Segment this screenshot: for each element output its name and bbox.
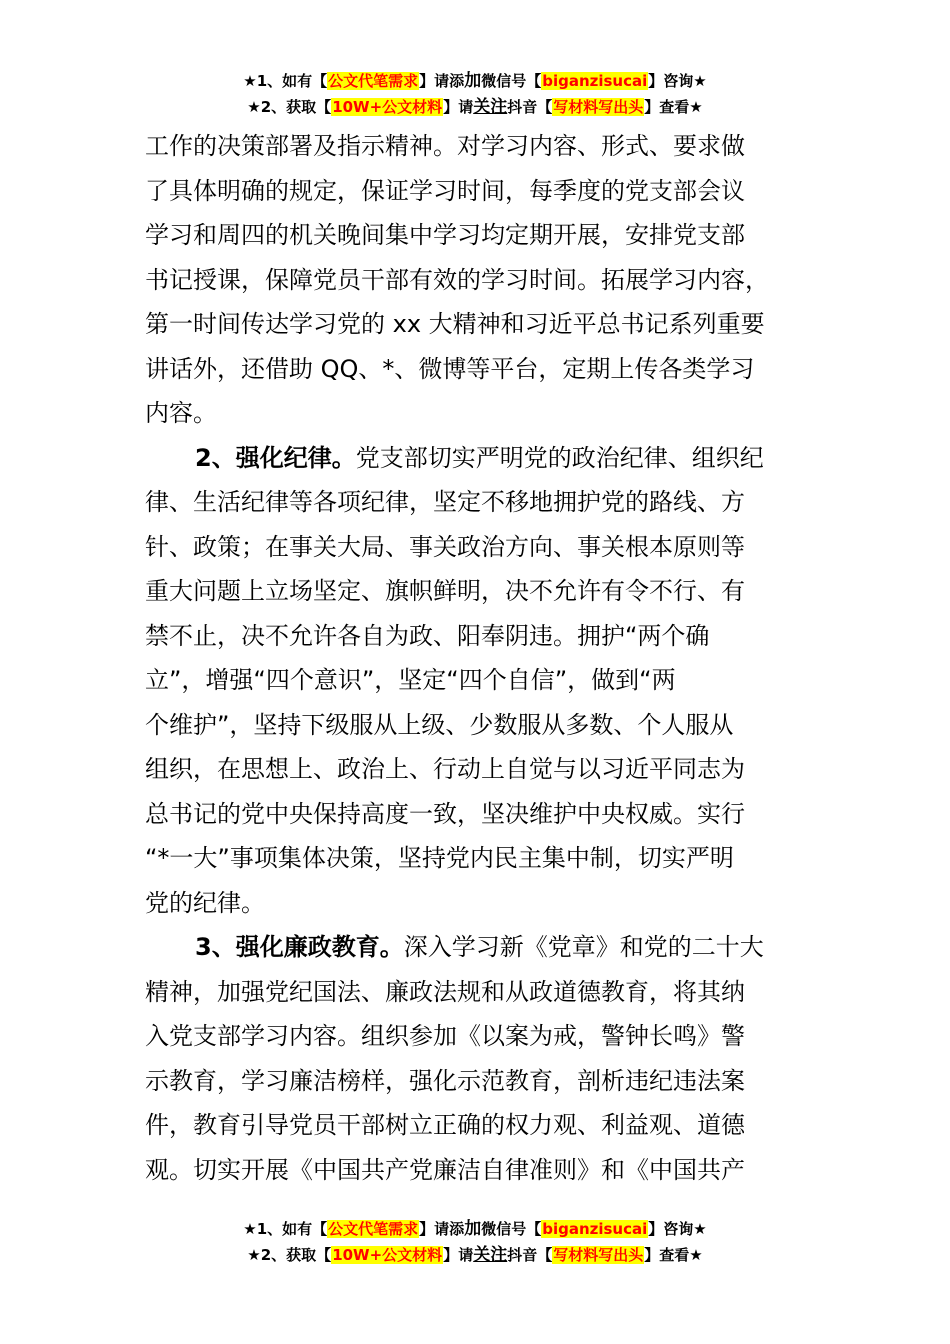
text-line xyxy=(145,614,810,659)
banner-line-2 xyxy=(0,1242,950,1268)
line-text: 学习和周四的机关晚间集中学习均定期开展，安排党支部 xyxy=(145,221,745,249)
banner-text: 抖音【 xyxy=(507,1246,553,1264)
banner-text: ★2、获取【 xyxy=(247,98,332,116)
banner-text: ★1、如有【 xyxy=(243,72,328,90)
banner-text: 】请 xyxy=(443,1246,474,1264)
line-text: 总书记的党中央保持高度一致，坚决维护中央权威。实行 xyxy=(145,799,745,828)
banner-line-2 xyxy=(0,94,950,120)
text-line xyxy=(145,658,810,703)
line-text: 立”，增强“四个意识”，坚定“四个自信”，做到“两 xyxy=(145,666,676,694)
section-heading: 2、强化纪律。 xyxy=(195,443,356,472)
text-line xyxy=(145,1014,810,1059)
line-text: 精神，加强党纪国法、廉政法规和从政道德教育，将其纳 xyxy=(145,977,745,1006)
line-text: 书记授课，保障党员干部有效的学习时间。拓展学习内容， xyxy=(145,265,769,294)
text-line xyxy=(145,792,810,837)
banner-text: 】查看★ xyxy=(644,98,703,116)
banner-text: 抖音【 xyxy=(507,98,553,116)
banner-text: 关注 xyxy=(473,1245,508,1265)
line-text: 内容。 xyxy=(145,399,217,427)
banner-text: 】请添 xyxy=(419,72,465,90)
banner-text: 微信号【 xyxy=(481,1220,542,1238)
line-text: 件，教育引导党员干部树立正确的权力观、利益观、道德 xyxy=(145,1111,745,1139)
banner-text: 加 xyxy=(464,1219,482,1239)
text-line xyxy=(145,347,810,392)
banner-text: 】咨询★ xyxy=(648,72,707,90)
text-line xyxy=(145,258,810,303)
highlight-wechat-id: biganzisucai xyxy=(542,72,648,90)
banner-text: ★1、如有【 xyxy=(243,1220,328,1238)
text-line xyxy=(145,747,810,792)
text-line xyxy=(145,391,810,436)
line-text: 第一时间传达学习党的 xx 大精神和习近平总书记系列重要 xyxy=(145,310,765,338)
line-text: “*一大”事项集体决策，坚持党内民主集中制，切实严明 xyxy=(145,844,734,872)
text-line xyxy=(145,525,810,570)
highlight-materials: 10W+公文材料 xyxy=(332,1246,443,1264)
highlight-douyin: 写材料写出头 xyxy=(553,1246,644,1264)
line-text: 入党支部学习内容。组织参加《以案为戒，警钟长鸣》警 xyxy=(145,1022,745,1050)
text-line xyxy=(145,970,810,1015)
line-text: 党的纪律。 xyxy=(145,888,265,917)
text-line xyxy=(145,213,810,258)
line-text: 党支部切实严明党的政治纪律、组织纪 xyxy=(355,443,764,472)
line-text: 禁不止，决不允许各自为政、阳奉阴违。拥护“两个确 xyxy=(145,621,710,650)
banner-text: 微信号【 xyxy=(481,72,542,90)
text-line xyxy=(145,1059,810,1104)
text-line xyxy=(145,302,810,347)
banner-text: 加 xyxy=(464,71,482,91)
line-text: 重大问题上立场坚定、旗帜鲜明，决不允许有令不行、有 xyxy=(145,577,745,605)
text-line xyxy=(145,569,810,614)
banner-text: 】请 xyxy=(443,98,474,116)
text-line xyxy=(145,1148,810,1193)
text-line xyxy=(145,925,810,970)
banner-text: 】咨询★ xyxy=(648,1220,707,1238)
text-line xyxy=(145,881,810,926)
line-text: 观。切实开展《中国共产党廉洁自律准则》和《中国共产 xyxy=(145,1155,745,1184)
text-line xyxy=(145,480,810,525)
line-text: 工作的决策部署及指示精神。对学习内容、形式、要求做 xyxy=(145,132,745,160)
banner-text: 】查看★ xyxy=(644,1246,703,1264)
text-line xyxy=(145,836,810,881)
line-text: 律、生活纪律等各项纪律，坚定不移地拥护党的路线、方 xyxy=(145,488,745,516)
section-heading: 3、强化廉政教育。 xyxy=(195,933,404,961)
highlight-douyin: 写材料写出头 xyxy=(553,98,644,116)
highlight-service: 公文代笔需求 xyxy=(328,1220,419,1238)
footer-banner xyxy=(0,1216,950,1268)
line-text: 针、政策；在事关大局、事关政治方向、事关根本原则等 xyxy=(145,532,745,561)
banner-line-1 xyxy=(0,68,950,94)
banner-text: 】请添 xyxy=(419,1220,465,1238)
line-text: 深入学习新《党章》和党的二十大 xyxy=(403,933,764,961)
highlight-materials: 10W+公文材料 xyxy=(332,98,443,116)
banner-text: 关注 xyxy=(473,97,508,117)
line-text: 了具体明确的规定，保证学习时间，每季度的党支部会议 xyxy=(145,176,745,205)
banner-line-1 xyxy=(0,1216,950,1242)
text-line xyxy=(145,1103,810,1148)
banner-text: ★2、获取【 xyxy=(247,1246,332,1264)
header-banner xyxy=(0,68,950,120)
line-text: 讲话外，还借助 QQ、*、微博等平台，定期上传各类学习 xyxy=(145,354,755,383)
line-text: 个维护”，坚持下级服从上级、少数服从多数、个人服从 xyxy=(145,710,734,739)
highlight-service: 公文代笔需求 xyxy=(328,72,419,90)
line-text: 组织，在思想上、政治上、行动上自觉与以习近平同志为 xyxy=(145,755,745,783)
line-text: 示教育，学习廉洁榜样，强化示范教育，剖析违纪违法案 xyxy=(145,1066,745,1095)
text-line xyxy=(145,436,810,481)
document-body xyxy=(145,124,810,1192)
text-line xyxy=(145,703,810,748)
text-line xyxy=(145,124,810,169)
text-line xyxy=(145,169,810,214)
highlight-wechat-id: biganzisucai xyxy=(542,1220,648,1238)
